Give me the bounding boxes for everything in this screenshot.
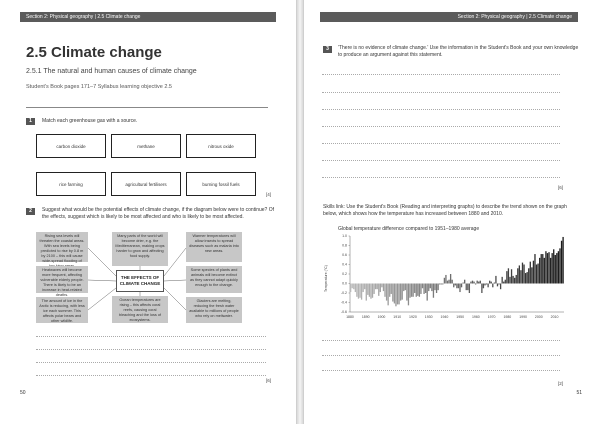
chart-title: Global temperature difference compared to 1951–1980 average [338,226,480,232]
temperature-bar [387,284,388,306]
temperature-bar [487,284,488,288]
temperature-bar [458,284,459,289]
effect-box-2: Heatwaves will become more frequent, affecting vulnerable elderly people. There is likely to be an increase in heat-related deaths. [36,266,88,293]
temperature-bar [427,284,428,301]
temperature-bar [505,280,506,284]
temperature-bar [378,284,379,296]
question-3-mark: [6] [558,185,564,190]
source-box-rice-farming[interactable]: rice farming [36,172,106,196]
temperature-bar [542,254,543,283]
temperature-bar [369,284,370,297]
temperature-bar [434,284,435,291]
left-page [0,0,297,424]
temperature-bar [491,282,492,284]
temperature-bar [497,284,498,287]
temperature-bar [430,284,431,289]
temperature-bar [370,284,371,299]
x-tick-label: 1930 [424,315,433,319]
temperature-bar [547,253,548,283]
temperature-bar [500,284,501,290]
temperature-bar [441,284,442,285]
temperature-bar [428,284,429,292]
temperature-bar [478,282,479,284]
temperature-bar [511,269,512,283]
temperature-bar [517,268,518,283]
temperature-bar [423,284,424,294]
temperature-bar [381,284,382,288]
gas-box-carbon-dioxide[interactable]: carbon dioxide [36,134,106,158]
temperature-bar [409,284,410,298]
temperature-bar [383,284,384,292]
effect-box-5: Ocean temperatures are rising – this affects coral reefs, causing coral bleaching and the loss of ecosystems. [112,296,168,323]
temperature-bar [406,284,407,301]
temperature-bar [502,277,503,284]
temperature-bar [550,258,551,284]
temperature-bar [373,284,374,294]
temperature-bar [508,268,509,283]
source-box-fertilisers[interactable]: agricultural fertilisers [111,172,181,196]
temperature-bar [389,284,390,297]
temperature-bar [533,261,534,284]
temperature-bar [402,284,403,300]
temperature-bar [417,284,418,296]
temperature-bar [352,284,353,289]
effect-box-6: Warmer temperatures will allow insects to spread diseases such as malaria into new areas. [186,232,242,262]
temperature-bar [448,280,449,284]
temperature-bar [558,251,559,283]
temperature-bar [411,284,412,297]
answer-line[interactable] [322,355,560,356]
question-1-mark: [4] [266,192,272,197]
answer-line[interactable] [36,362,266,363]
temperature-bar [541,254,542,283]
temperature-bar [472,281,473,284]
temperature-bar [445,275,446,284]
temperature-bar [528,268,529,283]
temperature-bar [356,284,357,297]
temperature-bar [520,270,521,283]
temperature-bar [419,284,420,297]
temperature-bar [461,284,462,288]
answer-line[interactable] [322,126,560,127]
temperature-bar [353,284,354,290]
y-tick-label: 1.0 [342,234,347,239]
y-tick-label: 0.2 [342,272,347,277]
temperature-bar [525,273,526,283]
temperature-bar [486,284,487,285]
temperature-bar [416,284,417,297]
answer-line[interactable] [322,370,560,371]
temperature-bar [495,276,496,284]
right-page [303,0,600,424]
effect-box-1: Rising sea levels will threaten the coastal areas. With sea levels being predicted to rise by 0.8 m by 2100 – this will cause wide-spread flooding of [36,232,88,262]
temperature-bar [552,253,553,283]
temperature-bar [361,284,362,300]
page-title: 2.5 Climate change [26,44,162,61]
answer-line[interactable] [322,177,560,178]
diagram-connectors [0,0,297,424]
temperature-bar [537,264,538,284]
temperature-bar [467,284,468,291]
temperature-chart [320,232,570,326]
temperature-bar [358,284,359,299]
temperature-bar [539,258,540,284]
y-tick-label: 0.8 [342,243,347,248]
temperature-bar [455,284,456,286]
question-3-text: 'There is no evidence of climate change.' Use the information in the Student's Book and your own knowledge to produce an argument against this statement. [338,45,579,58]
temperature-bar [372,284,373,298]
question-2-mark: [6] [266,378,272,383]
answer-line[interactable] [36,375,266,376]
x-tick-label: 1910 [393,315,402,319]
temperature-bar [447,281,448,284]
temperature-bar [498,284,499,285]
gas-box-methane[interactable]: methane [111,134,181,158]
y-tick-label: 0.4 [342,262,347,267]
temperature-bar [527,272,528,283]
temperature-bar [420,284,421,294]
temperature-bar [394,284,395,304]
temperature-bar [562,237,563,284]
answer-line[interactable] [322,74,560,75]
x-tick-label: 1980 [503,315,512,319]
temperature-bar [522,263,523,284]
question-1-number: 1 [26,118,35,125]
x-tick-label: 1990 [519,315,527,319]
section-subtitle: 2.5.1 The natural and human causes of climate change [26,68,197,75]
answer-line[interactable] [322,160,560,161]
temperature-bar [523,265,524,284]
temperature-bar [555,255,556,284]
y-tick-label: -0.4 [340,300,347,305]
y-tick-label: -0.2 [340,291,347,296]
temperature-bar [470,282,471,284]
x-tick-label: 2000 [534,315,543,319]
temperature-bar [544,258,545,284]
temperature-bar [477,281,478,284]
question-2-text: Suggest what would be the potential effects of climate change, if the diagram below were to continue? Of the effects, suggest which is likely to be most affected and who is likely to be most affected. [42,207,274,220]
temperature-bar [531,267,532,283]
y-axis [341,234,350,314]
temperature-bar [386,284,387,301]
right-page-number: 51 [576,390,582,396]
temperature-bar [469,284,470,294]
temperature-bar [442,284,443,285]
temperature-bar [489,281,490,284]
temperature-bar [403,284,404,292]
temperature-bar [439,284,440,285]
temperature-bar [433,284,434,298]
temperature-bar [431,284,432,292]
temperature-bar [464,280,465,284]
x-tick-label: 1890 [361,315,370,319]
temperature-bar [466,284,467,291]
temperature-bar [475,284,476,285]
answer-line[interactable] [322,92,560,93]
x-tick-label: 1880 [346,315,354,319]
temperature-bar [553,249,554,283]
temperature-bar [392,284,393,302]
temperature-bar [400,284,401,301]
temperature-bar [556,253,557,283]
temperature-bar [355,284,356,293]
temperature-bar [367,284,368,295]
skills-link: Skills link: Use the Student's Book (Reading and interpreting graphs) to describe the trend shown on the graph below, which shows how the temperature has increased between 1880 and 2010. [323,204,567,217]
left-page-number: 50 [20,390,26,396]
temperature-bar [405,284,406,291]
temperature-bar [366,284,367,301]
temperature-bar [412,284,413,297]
temperature-bar [512,276,513,284]
temperature-bar [398,284,399,305]
temperature-bar [509,277,510,284]
answer-line[interactable] [322,109,560,110]
temperature-bar [492,284,493,288]
y-tick-label: 0.0 [342,281,347,286]
answer-line[interactable] [322,143,560,144]
temperature-bar [503,282,504,284]
temperature-bar [377,284,378,290]
temperature-bar [436,284,437,294]
temperature-bar [481,284,482,294]
effect-box-7: Some species of plants and animals will become extinct as they cannot adapt quickly enough to the change. [186,266,242,293]
y-tick-label: 0.6 [342,253,347,258]
x-tick-label: 1920 [409,315,417,319]
temperature-bar [519,265,520,283]
temperature-bar [536,265,537,284]
question-2-number: 2 [26,208,35,215]
right-header-band: Section 2: Physical geography | 2.5 Climate change [320,12,578,22]
temperature-bar [408,284,409,306]
temperature-bar [391,284,392,294]
x-tick-label: 1970 [487,315,496,319]
gas-box-nitrous-oxide[interactable]: nitrous oxide [186,134,256,158]
question-1-text: Match each greenhouse gas with a source. [42,118,138,124]
temperature-bar [484,284,485,286]
x-tick-label: 1960 [471,315,480,319]
temperature-bar [425,284,426,294]
answer-line[interactable] [36,349,266,350]
left-header-band: Section 2: Physical geography | 2.5 Climate change [20,12,276,22]
temperature-bar [456,284,457,289]
x-tick-label: 1900 [377,315,386,319]
effect-box-3: The amount of ice in the Arctic is reducing, with less ice each summer. This affects polar bears and other wildlife. [36,297,88,323]
temperature-bar [359,284,360,298]
temperature-bar [545,251,546,283]
question-3-number: 3 [323,46,332,53]
temperature-bar [384,284,385,297]
student-book-reference: Student's Book pages 171–7 Syllabus learning objective 2.5 [26,84,172,90]
diagram-center-label: THE EFFECTS OF CLIMATE CHANGE [116,270,164,292]
temperature-bar [422,284,423,289]
temperature-bar [444,278,445,284]
temperature-bar [452,280,453,284]
temperature-bar [561,241,562,284]
temperature-bar [559,248,560,283]
x-tick-label: 1940 [440,315,449,319]
temperature-bar [530,262,531,284]
y-tick-label: -0.6 [340,310,347,315]
x-axis [346,312,564,319]
bar-series [350,237,564,306]
temperature-bar [516,275,517,284]
answer-line[interactable] [36,336,266,337]
x-tick-label: 2010 [550,315,559,319]
temperature-bar [473,282,474,284]
temperature-bar [514,278,515,284]
temperature-bar [548,252,549,283]
skills-mark: [2] [558,381,564,386]
effect-box-4: Many parts of the world will become drier, e.g. the Mediterranean, making crops harder to grow and affecting food supply. [112,232,168,266]
temperature-bar [363,284,364,293]
temperature-bar [437,284,438,291]
temperature-bar [350,284,351,293]
effect-box-8: Glaciers are melting, reducing the fresh water available to millions of people who rely on meltwater. [186,297,242,323]
temperature-bar [395,284,396,307]
temperature-bar [459,284,460,293]
temperature-bar [534,254,535,283]
source-box-fossil-fuels[interactable]: burning fossil fuels [186,172,256,196]
temperature-bar [494,283,495,284]
temperature-bar [462,283,463,284]
y-axis-label: Temperature (°C) [324,265,328,292]
temperature-bar [414,284,415,294]
x-tick-label: 1950 [456,315,465,319]
temperature-bar [453,284,454,288]
temperature-bar [506,271,507,283]
temperature-bar [483,284,484,289]
temperature-bar [450,274,451,284]
temperature-bar [480,281,481,284]
temperature-bar [375,284,376,290]
temperature-bar [380,284,381,293]
temperature-bar [397,284,398,305]
temperature-bar [364,284,365,290]
answer-line[interactable] [322,340,560,341]
